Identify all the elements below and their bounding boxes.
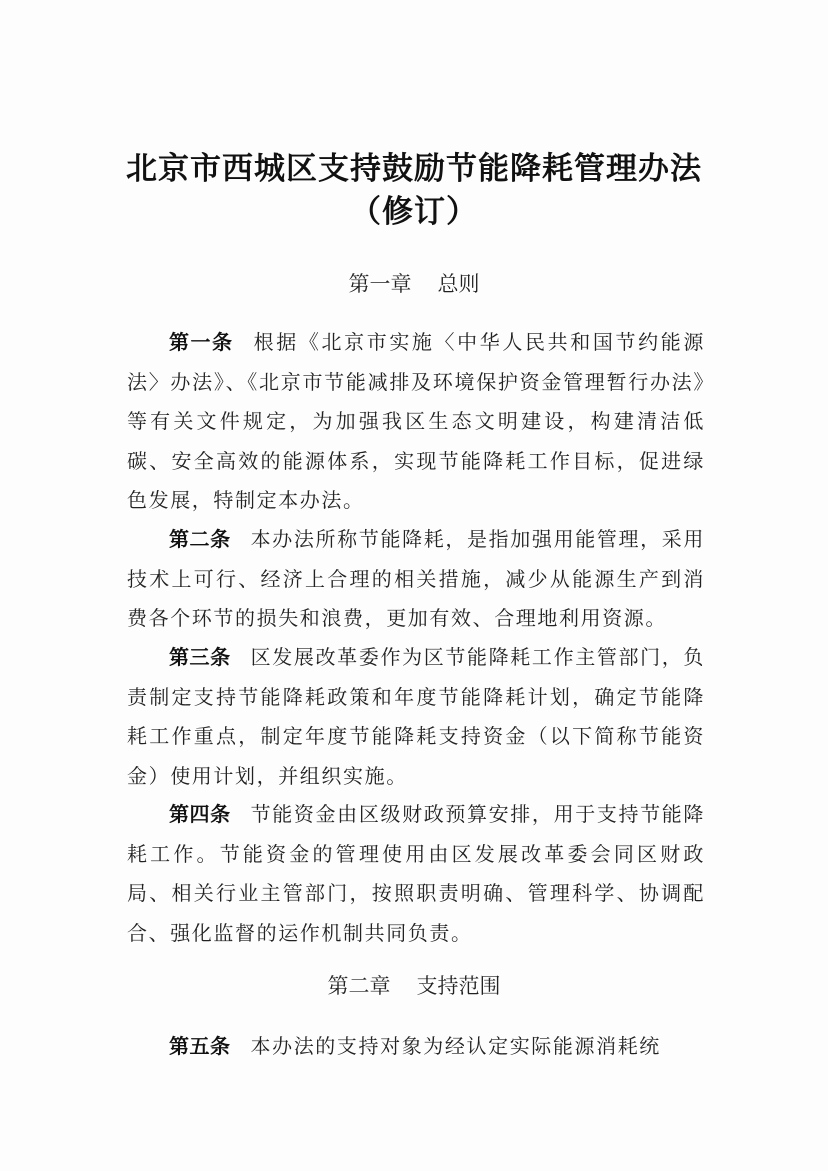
- document-subtitle: （修订）: [350, 194, 478, 230]
- chapter-name: 支持范围: [416, 974, 501, 998]
- article-3: [127, 638, 705, 796]
- article-label: 第一条: [169, 330, 234, 354]
- article-text: 本办法的支持对象为经认定实际能源消耗统: [250, 1034, 661, 1058]
- article-label: 第三条: [169, 645, 231, 669]
- article-4: [127, 795, 705, 953]
- chapter-number: 第一章: [348, 272, 412, 296]
- article-label: 第五条: [169, 1034, 231, 1058]
- article-text: 根据《北京市实施〈中华人民共和国节约能源法〉办法》、《北京市节能减排及环境保护资金管理暂行办法》等有关文件规定，为加强我区生态文明建设，构建清洁低碳、安全高效的能源体系，实现节能降耗工作目标，促进绿色发展，特制定本办法。: [127, 330, 706, 512]
- article-text: 本办法所称节能降耗，是指加强用能管理，采用技术上可行、经济上合理的相关措施，减少从能源生产到消费各个环节的损失和浪费，更加有效、合理地利用资源。: [127, 527, 705, 630]
- chapter-heading-2: [0, 970, 828, 1000]
- chapter-number: 第二章: [327, 974, 391, 998]
- article-2: [127, 520, 705, 639]
- article-text: 区发展改革委作为区节能降耗工作主管部门，负责制定支持节能降耗政策和年度节能降耗计划，确定节能降耗工作重点，制定年度节能降耗支持资金（以下简称节能资金）使用计划，并组织实施。: [127, 645, 705, 788]
- chapter-name: 总则: [437, 272, 480, 296]
- article-text: 节能资金由区级财政预算安排，用于支持节能降耗工作。节能资金的管理使用由区发展改革委会同区财政局、相关行业主管部门，按照职责明确、管理科学、协调配合、强化监督的运作机制共同负责。: [127, 802, 705, 945]
- article-5: [127, 1027, 705, 1067]
- chapter-heading-1: [0, 268, 828, 298]
- article-label: 第四条: [169, 802, 231, 826]
- document-title: 北京市西城区支持鼓励节能降耗管理办法: [126, 151, 702, 187]
- article-label: 第二条: [169, 527, 231, 551]
- article-1: [127, 323, 705, 521]
